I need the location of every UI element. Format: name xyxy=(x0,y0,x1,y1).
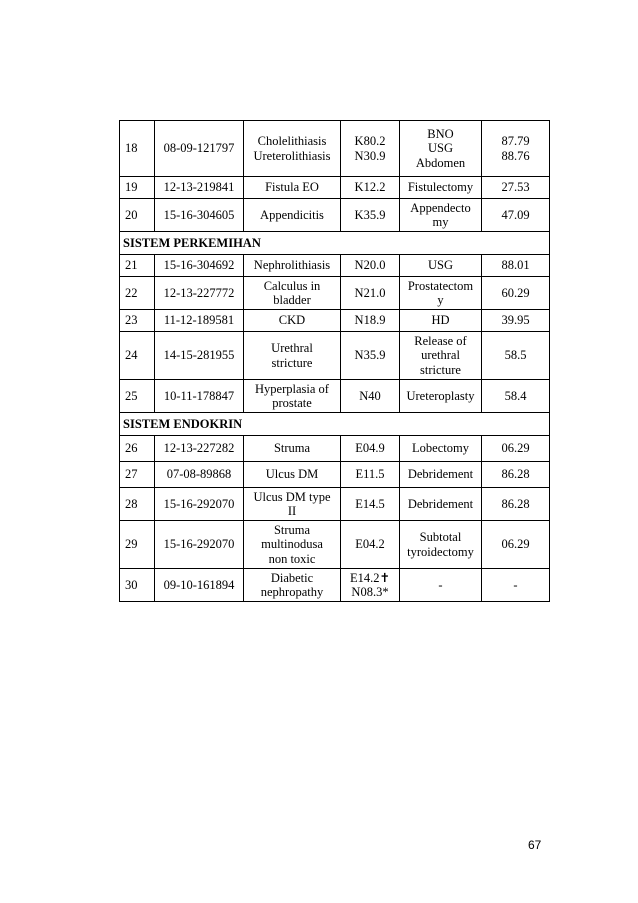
diagnosis: Urethral stricture xyxy=(244,332,341,380)
table-row xyxy=(120,121,550,177)
value: 87.79 88.76 xyxy=(482,121,550,177)
procedure: BNO USG Abdomen xyxy=(400,121,482,177)
value: 47.09 xyxy=(482,199,550,232)
row-number: 29 xyxy=(120,521,155,569)
procedure: HD xyxy=(400,310,482,332)
procedure: Appendecto my xyxy=(400,199,482,232)
procedure: Debridement xyxy=(400,462,482,488)
procedure: Fistulectomy xyxy=(400,177,482,199)
value: 39.95 xyxy=(482,310,550,332)
data-table xyxy=(119,120,550,602)
icd-code: E14.5 xyxy=(341,488,400,521)
diagnosis: Struma multinodusa non toxic xyxy=(244,521,341,569)
table-row xyxy=(120,488,550,521)
value: 60.29 xyxy=(482,277,550,310)
icd-code: N40 xyxy=(341,380,400,413)
section-header-row xyxy=(120,413,550,436)
table-row xyxy=(120,569,550,602)
record-number: 07-08-89868 xyxy=(155,462,244,488)
diagnosis: Appendicitis xyxy=(244,199,341,232)
record-number: 14-15-281955 xyxy=(155,332,244,380)
table-row xyxy=(120,177,550,199)
value: 58.4 xyxy=(482,380,550,413)
page-number: 67 xyxy=(528,838,542,852)
row-number: 24 xyxy=(120,332,155,380)
diagnosis: Diabetic nephropathy xyxy=(244,569,341,602)
section-title-perkemihan: SISTEM PERKEMIHAN xyxy=(120,232,550,255)
icd-code: E04.9 xyxy=(341,436,400,462)
row-number: 22 xyxy=(120,277,155,310)
icd-code: N21.0 xyxy=(341,277,400,310)
table-row xyxy=(120,199,550,232)
icd-code: N20.0 xyxy=(341,255,400,277)
procedure: USG xyxy=(400,255,482,277)
icd-code: E04.2 xyxy=(341,521,400,569)
row-number: 18 xyxy=(120,121,155,177)
row-number: 20 xyxy=(120,199,155,232)
row-number: 27 xyxy=(120,462,155,488)
table-row xyxy=(120,277,550,310)
record-number: 15-16-292070 xyxy=(155,521,244,569)
diagnosis: Hyperplasia of prostate xyxy=(244,380,341,413)
row-number: 25 xyxy=(120,380,155,413)
row-number: 19 xyxy=(120,177,155,199)
procedure: - xyxy=(400,569,482,602)
section-title-endokrin: SISTEM ENDOKRIN xyxy=(120,413,550,436)
diagnosis: Fistula EO xyxy=(244,177,341,199)
diagnosis: Cholelithiasis Ureterolithiasis xyxy=(244,121,341,177)
value: 58.5 xyxy=(482,332,550,380)
row-number: 26 xyxy=(120,436,155,462)
table-row xyxy=(120,521,550,569)
value: - xyxy=(482,569,550,602)
icd-code: N18.9 xyxy=(341,310,400,332)
table-row xyxy=(120,436,550,462)
value: 06.29 xyxy=(482,436,550,462)
record-number: 08-09-121797 xyxy=(155,121,244,177)
procedure: Lobectomy xyxy=(400,436,482,462)
value: 06.29 xyxy=(482,521,550,569)
procedure: Release of urethral stricture xyxy=(400,332,482,380)
record-number: 15-16-304692 xyxy=(155,255,244,277)
record-number: 11-12-189581 xyxy=(155,310,244,332)
row-number: 30 xyxy=(120,569,155,602)
record-number: 15-16-304605 xyxy=(155,199,244,232)
row-number: 23 xyxy=(120,310,155,332)
record-number: 12-13-219841 xyxy=(155,177,244,199)
record-number: 12-13-227282 xyxy=(155,436,244,462)
row-number: 21 xyxy=(120,255,155,277)
procedure: Ureteroplasty xyxy=(400,380,482,413)
diagnosis: Calculus in bladder xyxy=(244,277,341,310)
table-row xyxy=(120,380,550,413)
table-row xyxy=(120,332,550,380)
table-row xyxy=(120,310,550,332)
record-number: 15-16-292070 xyxy=(155,488,244,521)
value: 88.01 xyxy=(482,255,550,277)
procedure: Prostatectom y xyxy=(400,277,482,310)
diagnosis: Ulcus DM xyxy=(244,462,341,488)
record-number: 09-10-161894 xyxy=(155,569,244,602)
record-number: 10-11-178847 xyxy=(155,380,244,413)
value: 27.53 xyxy=(482,177,550,199)
icd-code: E11.5 xyxy=(341,462,400,488)
table-row xyxy=(120,462,550,488)
diagnosis: Ulcus DM type II xyxy=(244,488,341,521)
icd-code: N35.9 xyxy=(341,332,400,380)
diagnosis: CKD xyxy=(244,310,341,332)
row-number: 28 xyxy=(120,488,155,521)
icd-code: E14.2✝ N08.3* xyxy=(341,569,400,602)
procedure: Debridement xyxy=(400,488,482,521)
section-header-row xyxy=(120,232,550,255)
value: 86.28 xyxy=(482,488,550,521)
table-row xyxy=(120,255,550,277)
icd-code: K35.9 xyxy=(341,199,400,232)
icd-code: K80.2 N30.9 xyxy=(341,121,400,177)
diagnosis: Struma xyxy=(244,436,341,462)
diagnosis: Nephrolithiasis xyxy=(244,255,341,277)
record-number: 12-13-227772 xyxy=(155,277,244,310)
value: 86.28 xyxy=(482,462,550,488)
procedure: Subtotal tyroidectomy xyxy=(400,521,482,569)
icd-code: K12.2 xyxy=(341,177,400,199)
